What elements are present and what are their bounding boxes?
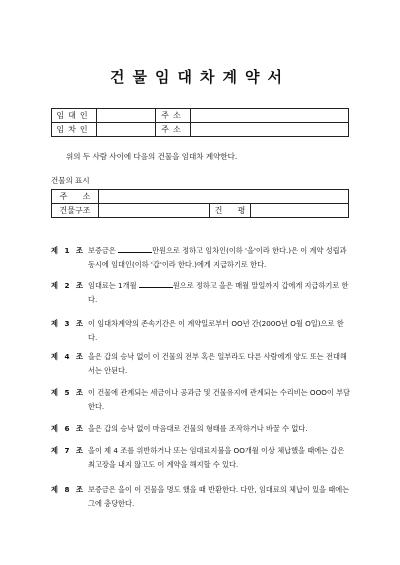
article-number: 제 1 조 xyxy=(51,246,85,255)
article-4 xyxy=(51,350,351,378)
property-structure-cell[interactable] xyxy=(99,204,210,218)
property-area-cell[interactable] xyxy=(251,204,349,218)
article-text: 을이 제 4 조를 위반하거나 또는 임대료지불을 OO개월 이상 체납했을 때에는 갑은 최고장을 내지 않고도 이 계약을 해지할 수 있다. xyxy=(88,446,345,469)
property-address-row xyxy=(52,190,349,204)
article-text: 이 임대차계약의 존속기간은 이 계약일로부터 OO년 간(200O년 O월 O일)으로 한다. xyxy=(88,319,344,342)
article-5 xyxy=(51,386,351,414)
property-area-label: 건 평 xyxy=(210,204,251,218)
article-2 xyxy=(51,279,351,307)
article-text-post: 원으로 정하고 을은 매월 말일까지 갑에게 지급하기로 한다. xyxy=(88,281,349,304)
article-text: 을은 갑의 승낙 없이 이 건물의 전부 혹은 일부라도 다른 사람에게 양도 또는 전대해서는 안된다. xyxy=(88,352,347,375)
article-6 xyxy=(51,422,351,436)
property-address-label: 주 소 xyxy=(52,190,99,204)
lessor-name-cell[interactable] xyxy=(97,109,156,123)
property-structure-row xyxy=(52,204,349,218)
article-number: 제 6 조 xyxy=(51,424,85,433)
article-text: 을은 갑의 승낙 없이 마음대로 건물의 형태를 조작하거나 바꿀 수 없다. xyxy=(88,424,308,433)
lessee-address-cell[interactable] xyxy=(191,123,349,137)
lessee-row xyxy=(52,123,349,137)
article-number: 제 4 조 xyxy=(51,352,85,361)
property-structure-label: 건물구조 xyxy=(52,204,99,218)
intro-text: 위의 두 사람 사이에 다음의 건물을 임대차 계약한다. xyxy=(66,152,238,161)
article-number: 제 7 조 xyxy=(51,446,85,455)
lessor-address-cell[interactable] xyxy=(191,109,349,123)
lessee-name-cell[interactable] xyxy=(97,123,156,137)
property-table xyxy=(51,189,349,218)
lessor-row xyxy=(52,109,349,123)
parties-table xyxy=(51,108,349,137)
document-title: 건물임대차계약서 xyxy=(110,68,290,86)
article-3 xyxy=(51,317,351,345)
lessor-label: 임대인 xyxy=(52,109,97,123)
rent-amount-blank[interactable] xyxy=(139,279,173,288)
article-1 xyxy=(51,244,351,272)
article-7 xyxy=(51,444,351,472)
property-address-cell[interactable] xyxy=(99,190,349,204)
article-text xyxy=(88,244,351,272)
article-number: 제 5 조 xyxy=(51,388,85,397)
lessee-label: 임차인 xyxy=(52,123,97,137)
article-number: 제 3 조 xyxy=(51,319,85,328)
article-number: 제 8 조 xyxy=(51,485,85,494)
deposit-amount-blank[interactable] xyxy=(118,244,152,253)
lessee-address-label: 주소 xyxy=(156,123,191,137)
article-text-post: 만원으로 정하고 임차인(이하 '을'이라 한다.)은 이 계약 성립과 동시에 임대인(이하 '갑'이라 한다.)에게 지급하기로 한다. xyxy=(88,246,347,269)
article-text: 이 건물에 관계되는 세금이나 공과금 및 건물유지에 관계되는 수리비는 OOO이 부담한다. xyxy=(88,388,351,411)
article-text-pre: 임대료는 1개월 xyxy=(88,281,139,290)
property-section-title: 건물의 표시 xyxy=(51,176,90,185)
article-text: 보증금은 을이 이 건물을 명도 했을 때 반환한다. 다만, 임대료의 체납이 있을 때에는 그에 충당한다. xyxy=(88,485,350,508)
article-text-pre: 보증금은 xyxy=(88,246,119,255)
article-text xyxy=(88,279,351,307)
lessor-address-label: 주소 xyxy=(156,109,191,123)
article-8 xyxy=(51,483,351,511)
article-number: 제 2 조 xyxy=(51,281,85,290)
